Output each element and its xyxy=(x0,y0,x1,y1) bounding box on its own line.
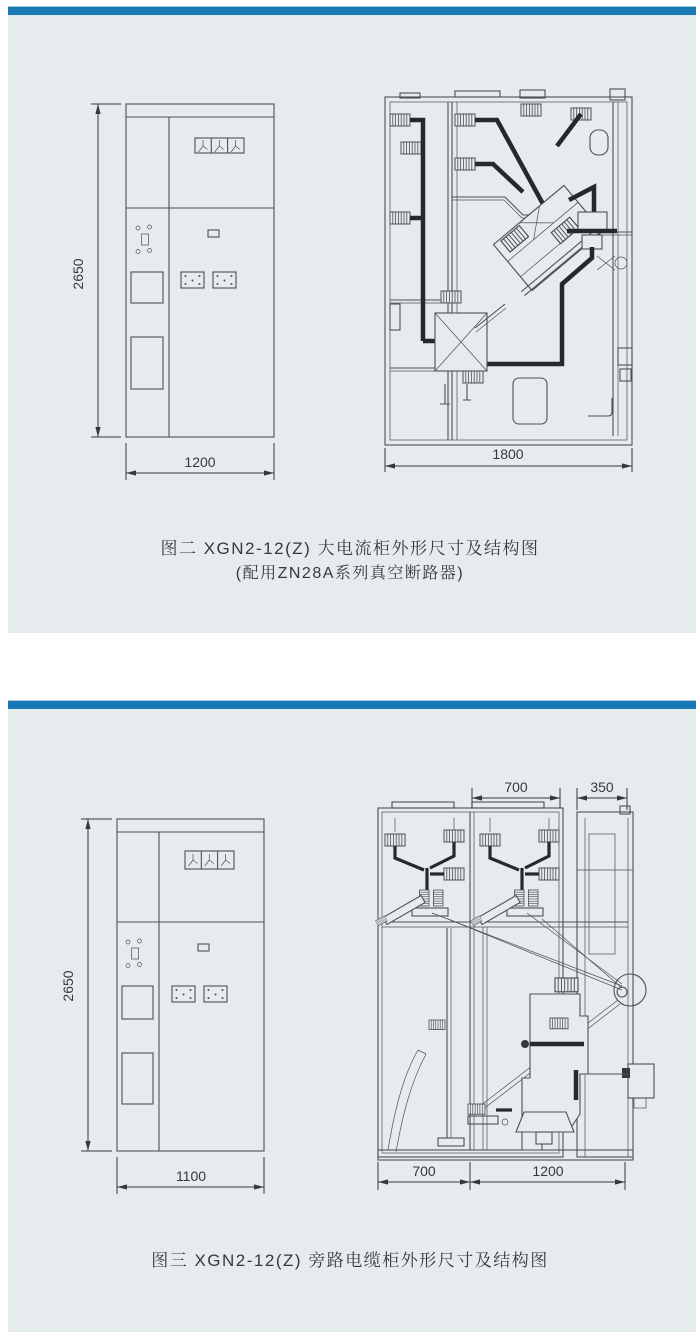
wall-mechanism-box xyxy=(588,1064,654,1108)
dim-label-top-left: 700 xyxy=(504,779,528,795)
dim-label-height: 2650 xyxy=(60,970,76,1002)
nameplate xyxy=(208,230,219,237)
indicator-cluster xyxy=(136,225,152,254)
terminal-plates xyxy=(172,986,227,1002)
busbar-compartment-middle xyxy=(471,818,559,928)
meter-row xyxy=(195,138,244,153)
wall-box xyxy=(390,304,400,330)
terminal-plates xyxy=(181,272,236,288)
figure2-caption-line2: (配用ZN28A系列真空断路器) xyxy=(235,565,465,582)
cabinet-outline xyxy=(126,104,274,437)
dim-label-top-right: 350 xyxy=(590,779,614,795)
dim-label-height: 2650 xyxy=(70,258,86,290)
right-door xyxy=(588,102,632,436)
figure2-accent-bar xyxy=(8,6,696,15)
top-dimension-350 xyxy=(577,779,627,810)
dim-label-bottom-right: 1200 xyxy=(532,1163,564,1179)
figure3-section-view-drawing xyxy=(372,778,672,1203)
figure3-front-view-drawing xyxy=(55,786,305,1206)
busbar-compartment-left xyxy=(376,818,464,928)
door-panels xyxy=(122,986,153,1104)
bottom-busbar-loop xyxy=(475,326,562,424)
dim-label-bottom-left: 700 xyxy=(412,1163,436,1179)
height-dimension xyxy=(60,819,112,1151)
figure2-front-view-drawing xyxy=(55,88,305,493)
nameplate xyxy=(198,944,209,951)
top-compartment-busbars xyxy=(455,104,591,204)
lower-switch-middle xyxy=(468,1104,512,1125)
width-dimension xyxy=(117,1157,264,1194)
figure2-caption-line1: 图二 XGN2-12(Z) 大电流柜外形尺寸及结构图 xyxy=(160,539,540,558)
cable-duct xyxy=(577,806,633,1157)
cabinet-frame xyxy=(378,802,633,1160)
door-panels xyxy=(131,272,163,389)
dim-label-width: 1200 xyxy=(184,454,216,470)
width-dimension xyxy=(385,446,632,472)
bottom-dimensions xyxy=(378,1162,625,1190)
dim-label-width: 1800 xyxy=(492,446,524,462)
dim-label-width: 1100 xyxy=(175,1168,207,1184)
figure2-section-view-drawing xyxy=(375,88,665,488)
top-dimension-700 xyxy=(472,779,560,808)
width-dimension xyxy=(126,443,274,480)
cable-compartment-left xyxy=(388,928,464,1152)
indicator-cluster xyxy=(126,939,142,968)
figure3-caption: 图三 XGN2-12(Z) 旁路电缆柜外形尺寸及结构图 xyxy=(151,1251,549,1270)
figure3-accent-bar xyxy=(8,700,696,709)
current-transformer xyxy=(435,291,506,404)
meter-row xyxy=(185,851,234,869)
height-dimension xyxy=(70,104,121,437)
